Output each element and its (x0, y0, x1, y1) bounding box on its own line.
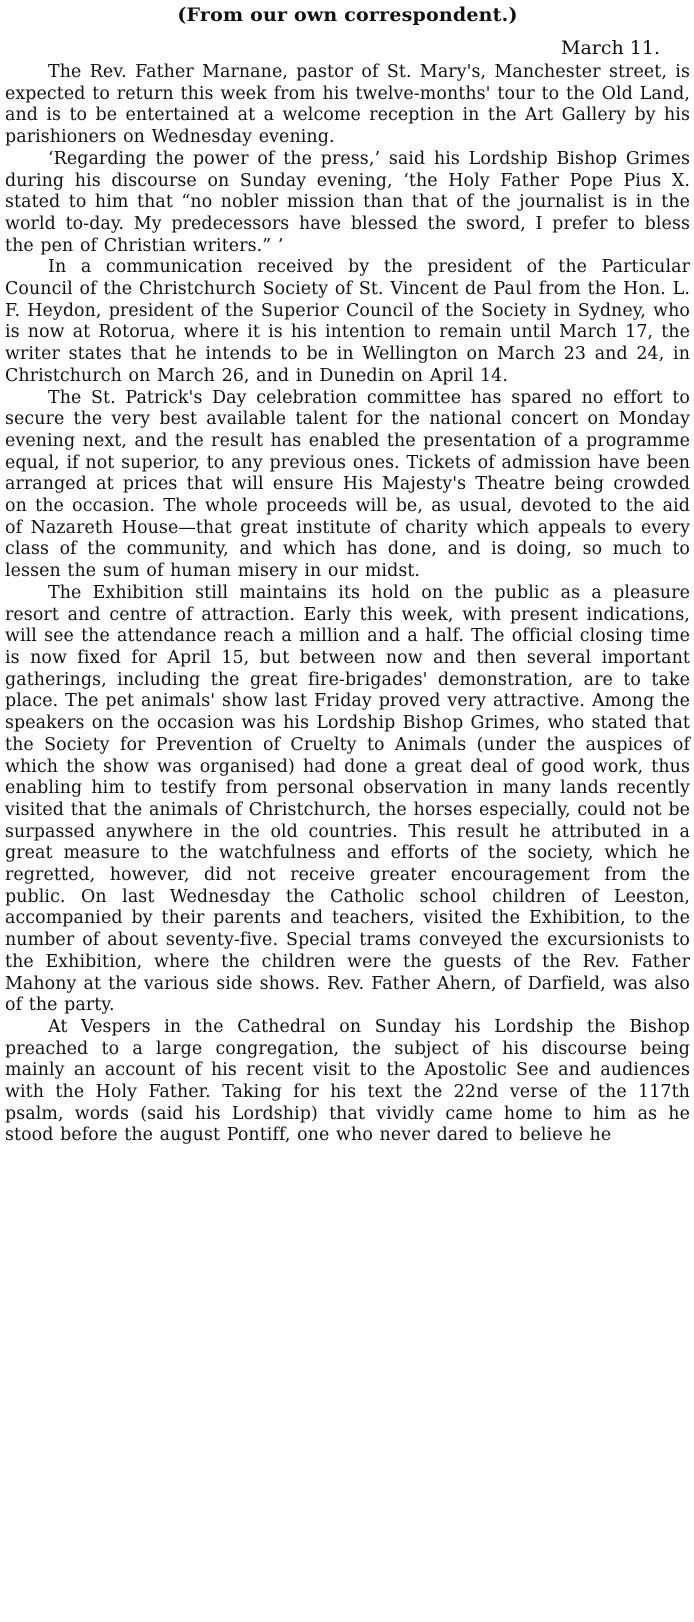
paragraph-vespers: At Vespers in the Cathedral on Sunday his Lordship the Bishop preached to a large congregation, the subject of his discourse being mainly an account of his recent visit to the Apostolic See and audiences with the Holy Father. Taking for his text the 22nd verse of the 117th psalm, words (said his Lordship) that vividly came home to him as he stood before the august Pontiff, one who never dared to believe he (5, 1016, 690, 1146)
paragraph-exhibition: The Exhibition still maintains its hold on the public as a pleasure resort and centre of attraction. Early this week, with present indications, will see the attendance reach a million and a half. The official closing time is now fixed for April 15, but between now and then several important gatherings, including the great fire-brigades' demonstration, are to take place. The pet animals' show last Friday proved very attractive. Among the speakers on the occasion was his Lordship Bishop Grimes, who stated that the Society for Prevention of Cruelty to Animals (under the auspices of which the show was organised) had done a great deal of good work, thus enabling him to testify from personal observation in many lands recently visited that the animals of Christchurch, the horses especially, could not be surpassed anywhere in the old countries. This result he attributed in a great measure to the watchfulness and efforts of the society, which he regretted, however, did not receive greater encouragement from the public. On last Wednesday the Catholic school children of Leeston, accompanied by their parents and teachers, visited the Exhibition, to the number of about seventy-five. Special trams conveyed the excursionists to the Exhibition, where the children were the guests of the Rev. Father Mahony at the various side shows. Rev. Father Ahern, of Darfield, was also of the party. (5, 582, 690, 1016)
dateline: March 11. (561, 37, 660, 59)
correspondent-header: (From our own correspondent.) (177, 4, 518, 26)
paragraph-vincent-de-paul: In a communication received by the president of the Particular Council of the Christchurch Society of St. Vincent de Paul from the Hon. L. F. Heydon, president of the Superior Council of the Society in Sydney, who is now at Rotorua, where it is his intention to remain until March 17, the writer states that he intends to be in Wellington on March 23 and 24, in Christchurch on March 26, and in Dunedin on April 14. (5, 257, 690, 386)
paragraph-power-of-press: ‘Regarding the power of the press,’ said his Lordship Bishop Grimes during his discourse on Sunday evening, ‘the Holy Father Pope Pius X. stated to him that “no nobler mission than that of the journalist is in the world to-day. My predecessors have blessed the sword, I prefer to bless the pen of Christian writers.” ’ (5, 148, 690, 256)
paragraph-st-patricks-day: The St. Patrick's Day celebration committee has spared no effort to secure the very best available talent for the national concert on Monday evening next, and the result has enabled the presentation of a programme equal, if not superior, to any previous ones. Tickets of admission have been arranged at prices that will ensure His Majesty's Theatre being crowded on the occasion. The whole proceeds will be, as usual, devoted to the aid of Nazareth House—that great institute of charity which appeals to every class of the community, and which has done, and is doing, so much to lessen the sum of human misery in our midst. (5, 387, 690, 582)
article-body (5, 62, 690, 1147)
paragraph-marnane-return: The Rev. Father Marnane, pastor of St. Mary's, Manchester street, is expected to return this week from his twelve-months' tour to the Old Land, and is to be entertained at a welcome reception in the Art Gallery by his parishioners on Wednesday evening. (5, 62, 690, 148)
